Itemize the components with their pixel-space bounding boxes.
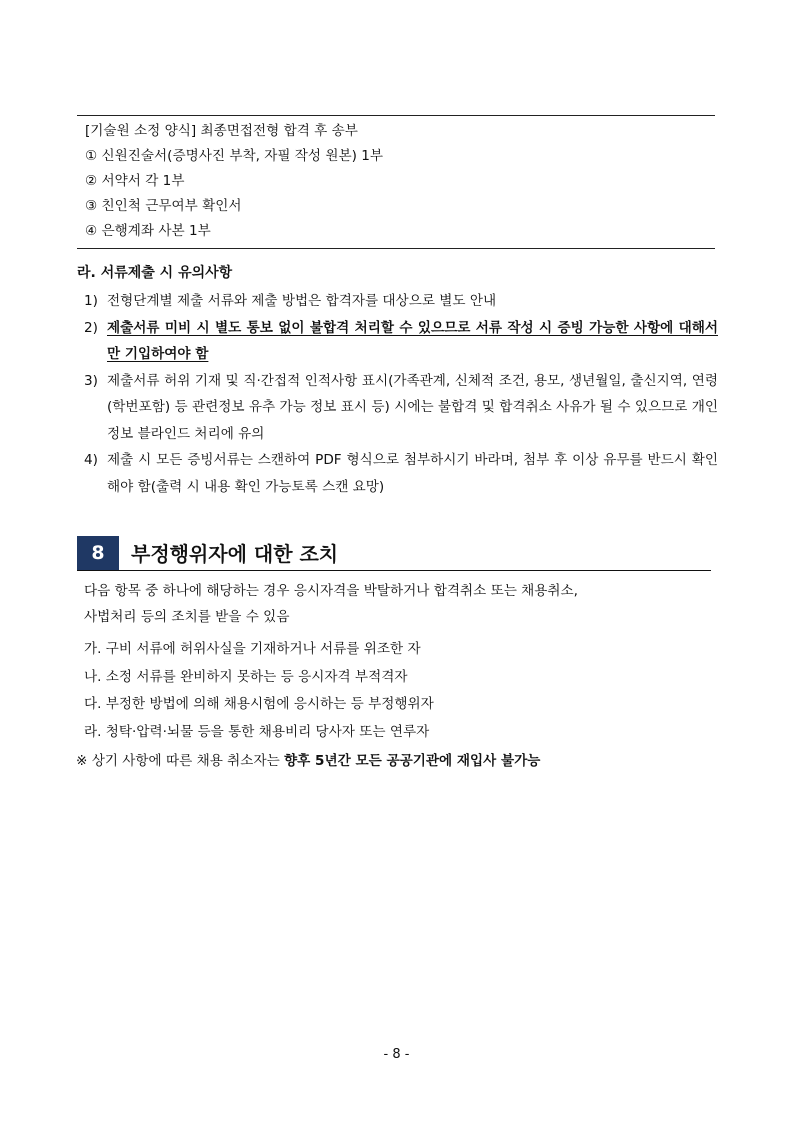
intro-line: 사법처리 등의 조치를 받을 수 있음 [84,609,290,625]
section-number-badge: 8 [77,536,119,570]
documents-box-item: ④ 은행계좌 사본 1부 [85,223,211,239]
section-8-intro [84,578,718,630]
documents-box-item: ① 신원진술서(증명사진 부착, 자필 작성 원본) 1부 [85,148,384,164]
list-item [84,447,718,500]
section-ra-heading: 라. 서류제출 시 유의사항 [77,265,233,281]
list-item-number: 1) [84,293,98,309]
list-item-number: 2) [84,319,98,336]
list-item-number: 3) [84,372,98,389]
list-item-text-emphasis: 제출서류 미비 시 별도 통보 없이 불합격 처리할 수 있으므로 서류 작성 시 증빙 가능한 사항에 대해서만 기입하여야 함 [107,319,718,362]
list-item: 라. 청탁·압력·뇌물 등을 통한 채용비리 당사자 또는 연루자 [84,723,430,740]
section-title: 부정행위자에 대한 조치 [131,542,339,566]
list-item: 다. 부정한 방법에 의해 채용시험에 응시하는 등 부정행위자 [84,696,434,712]
list-item-text: 제출서류 허위 기재 및 직·간접적 인적사항 표시(가족관계, 신체적 조건, 용모, 생년월일, 출신지역, 연령(학번포함) 등 관련정보 유추 가능 정보 표시 등) 시에는 불합격 및 합격취소 사유가 될 수 있으므로 개인정보 블라인드 처리에 유의 [107,372,718,442]
list-item-number: 4) [84,452,98,468]
list-item-text: 전형단계별 제출 서류와 제출 방법은 합격자를 대상으로 별도 안내 [107,293,497,309]
list-item [84,288,718,315]
documents-box-item: ② 서약서 각 1부 [85,173,185,189]
required-documents-box [77,115,715,249]
documents-box-item: ③ 친인척 근무여부 확인서 [85,198,242,214]
documents-box-header: [기술원 소정 양식] 최종면접전형 합격 후 송부 [85,123,358,139]
section-ra-list [84,288,718,500]
intro-line: 다음 항목 중 하나에 해당하는 경우 응시자격을 박탈하거나 합격취소 또는 채용취소, [84,583,579,599]
list-item: 가. 구비 서류에 허위사실을 기재하거나 서류를 위조한 자 [84,641,421,657]
list-item: 나. 소정 서류를 완비하지 못하는 등 응시자격 부적격자 [84,668,408,685]
misconduct-list [84,636,724,746]
list-item-text: 제출 시 모든 증빙서류는 스캔하여 PDF 형식으로 첨부하시기 바라며, 첨부 후 이상 유무를 반드시 확인해야 함(출력 시 내용 확인 가능토록 스캔 요망) [107,452,718,495]
note-emphasis: 향후 5년간 모든 공공기관에 재입사 불가능 [284,753,541,769]
list-item [84,315,718,368]
note-prefix: ※ 상기 사항에 따른 채용 취소자는 [76,753,285,769]
page-number: - 8 - [383,1047,410,1062]
list-item [84,368,718,448]
section-8-header [77,536,711,571]
section-8-note [76,748,540,774]
